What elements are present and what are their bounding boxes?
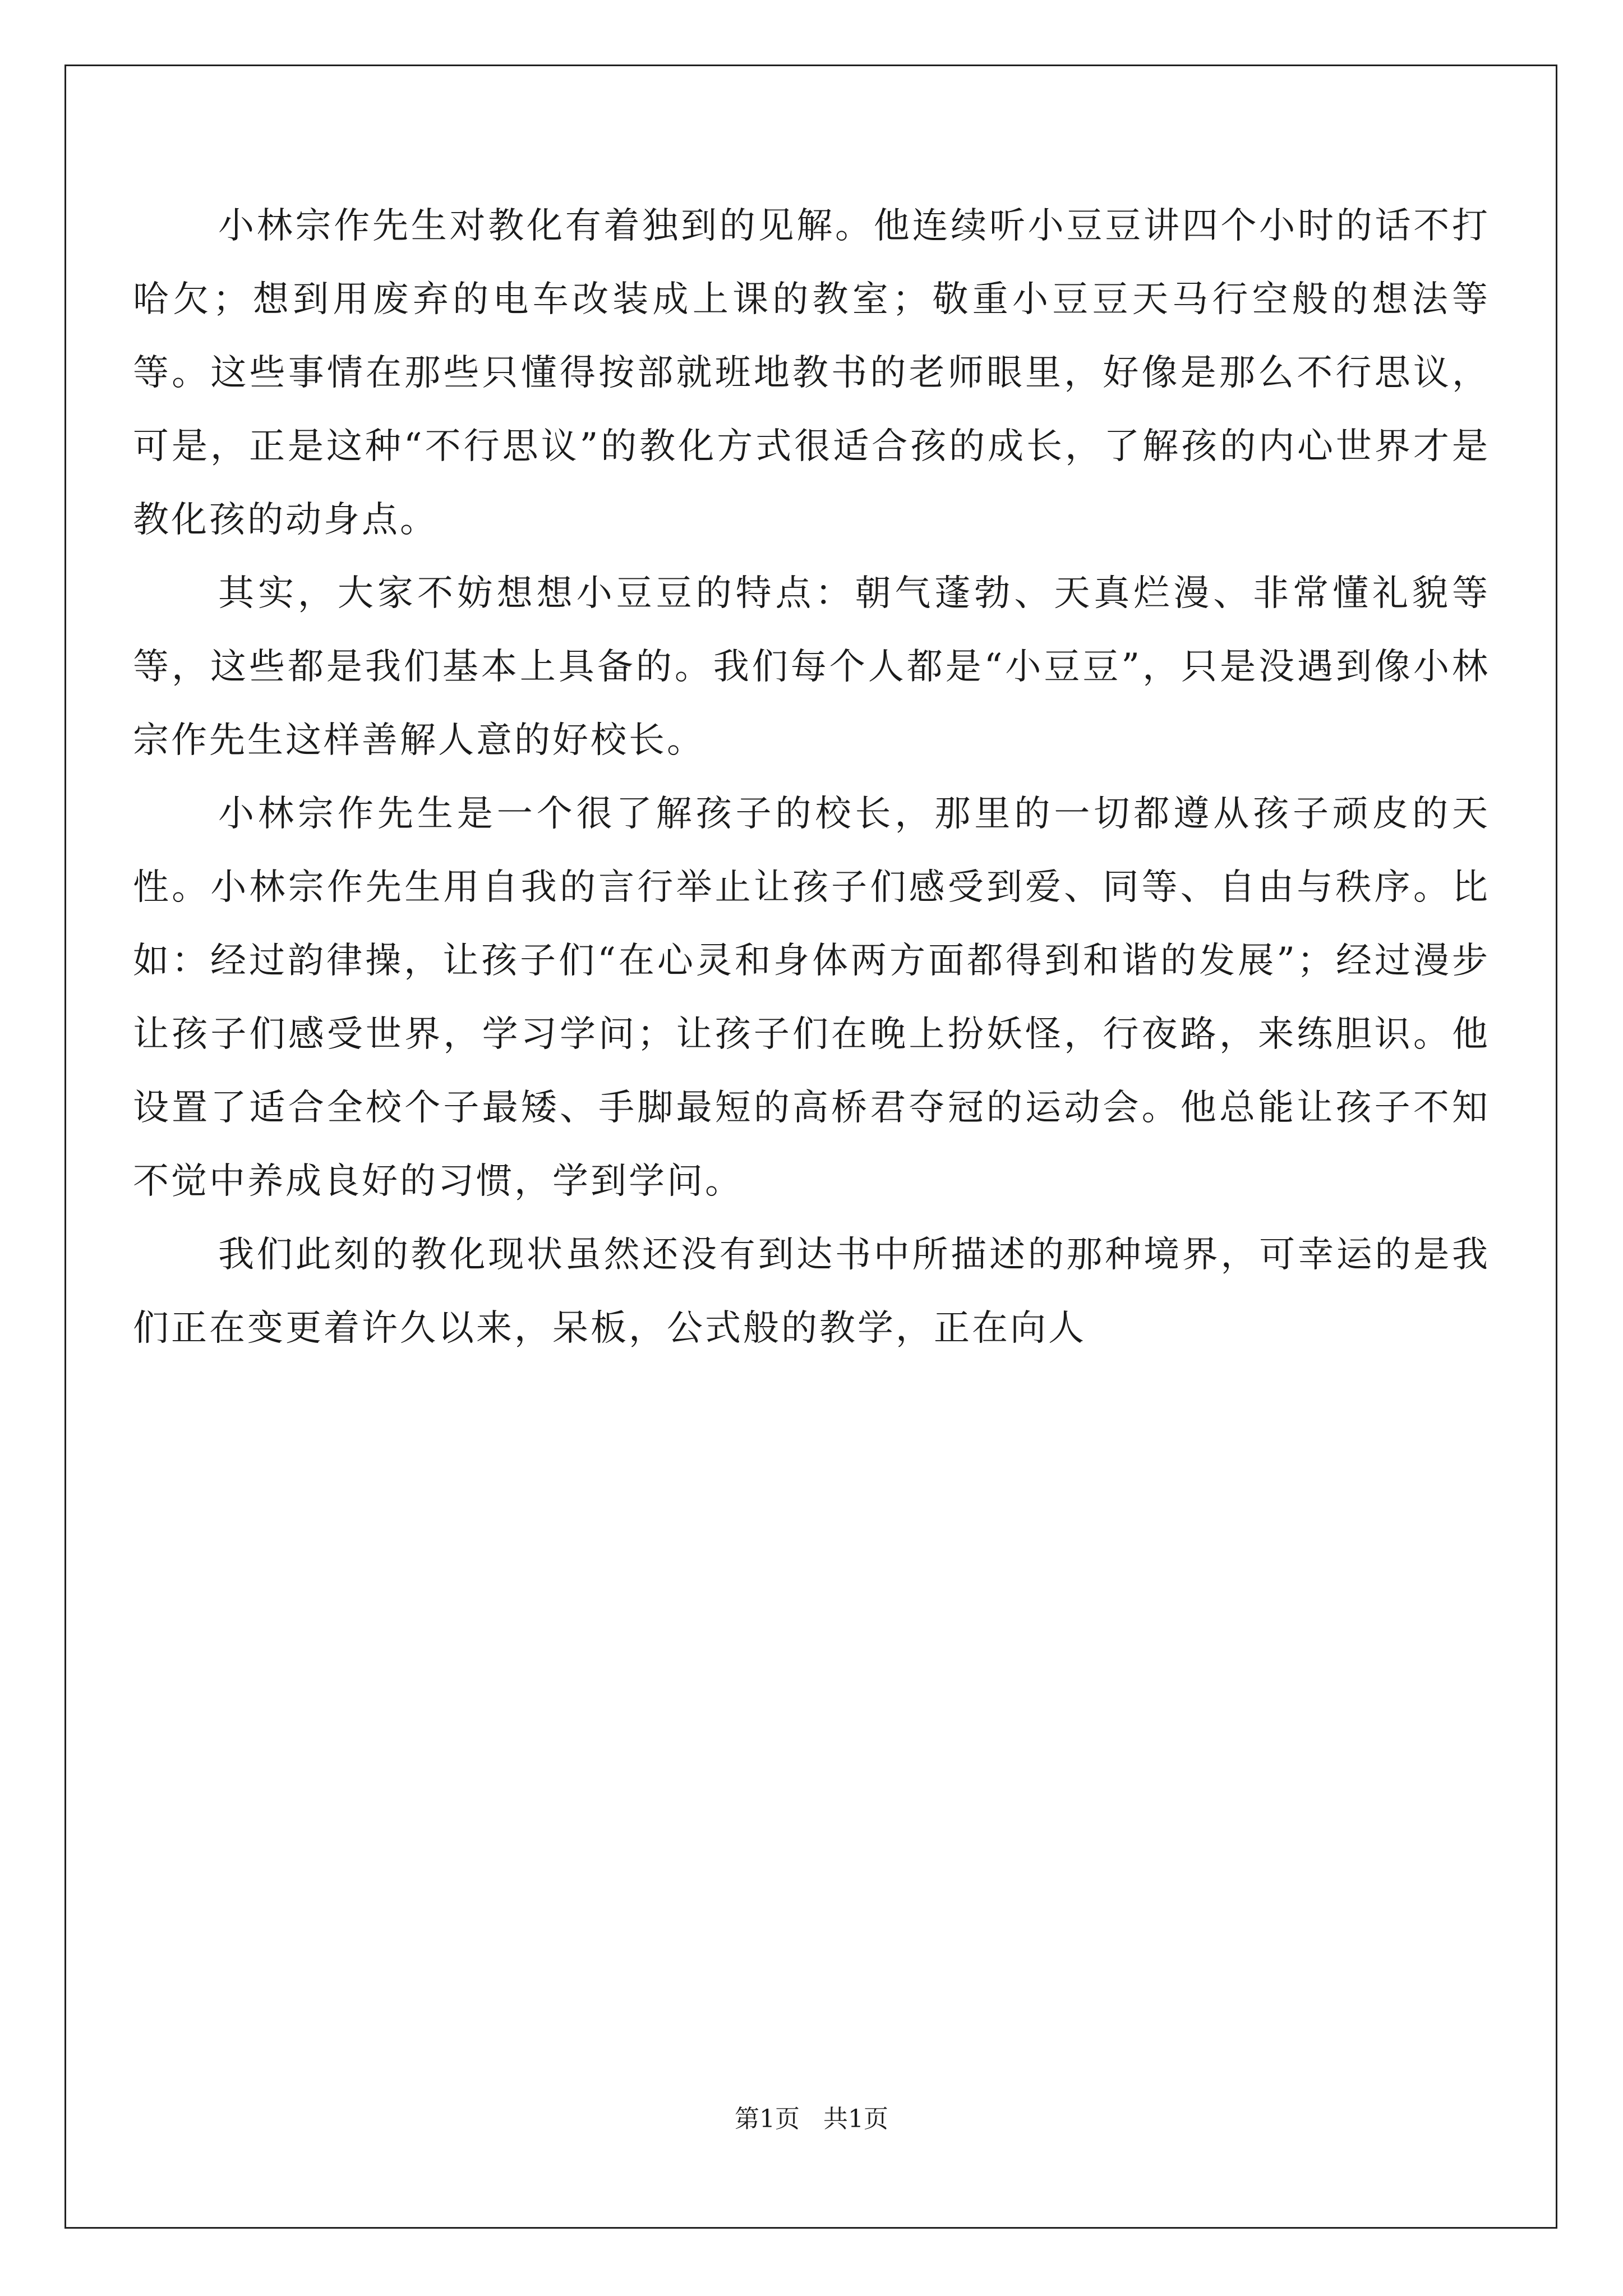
paragraph-1: 小林宗作先生对教化有着独到的见解。他连续听小豆豆讲四个小时的话不打哈欠；想到用废弃的电车改装成上课的教室；敬重小豆豆天马行空般的想法等等。这些事情在那些只懂得按部就班地教书的老师眼里，好像是那么不行思议，可是，正是这种“不行思议”的教化方式很适合孩的成长，了解孩的内心世界才是教化孩的动身点。 bbox=[133, 205, 1490, 541]
page-number-footer: 第1页 共1页 bbox=[735, 2105, 888, 2133]
paragraph-2: 其实，大家不妨想想小豆豆的特点：朝气蓬勃、天真烂漫、非常懂礼貌等等，这些都是我们基本上具备的。我们每个人都是“小豆豆”，只是没遇到像小林宗作先生这样善解人意的好校长。 bbox=[133, 573, 1490, 761]
paragraph-4: 我们此刻的教化现状虽然还没有到达书中所描述的那种境界，可幸运的是我们正在变更着许久以来，呆板，公式般的教学，正在向人 bbox=[133, 1234, 1490, 1349]
document-body bbox=[133, 190, 1490, 1365]
paragraph-3: 小林宗作先生是一个很了解孩子的校长，那里的一切都遵从孩子顽皮的天性。小林宗作先生用自我的言行举止让孩子们感受到爱、同等、自由与秩序。比如：经过韵律操，让孩子们“在心灵和身体两方面都得到和谐的发展”；经过漫步让孩子们感受世界，学习学问；让孩子们在晚上扮妖怪，行夜路，来练胆识。他设置了适合全校个子最矮、手脚最短的高桥君夺冠的运动会。他总能让孩子不知不觉中养成良好的习惯，学到学问。 bbox=[133, 793, 1490, 1202]
